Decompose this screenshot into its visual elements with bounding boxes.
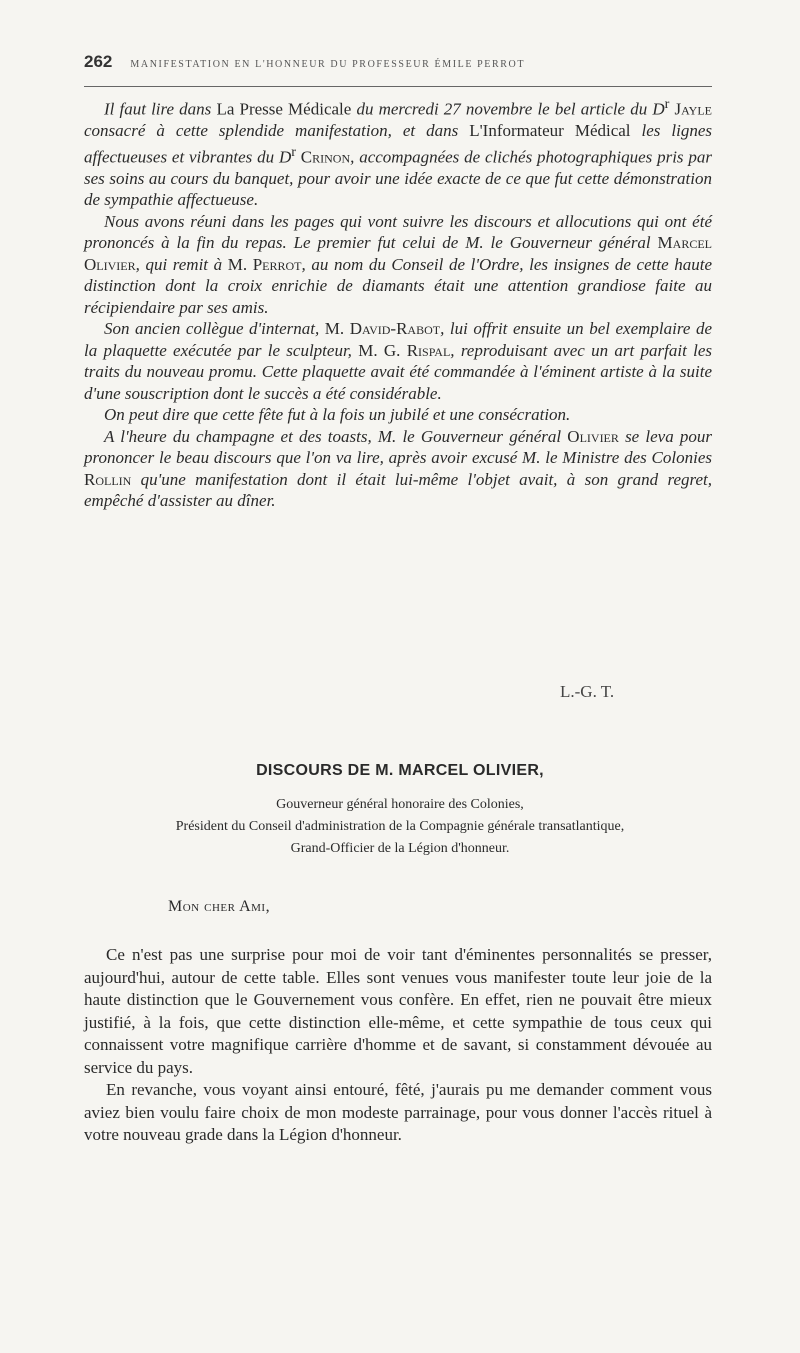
text-run: , qui remit à — [135, 254, 228, 274]
text-run: A l'heure du champagne et des toasts, M. le Gouverneur général — [104, 426, 568, 446]
text-run: Son ancien collègue d'internat, — [104, 319, 325, 339]
salutation: Mon cher Ami, — [168, 898, 271, 915]
text-run: Nous avons réuni dans les pages qui vont suivre les discours et allocutions qui ont été prononcés à la fin du repas. Le premier fut celui de M. le Gouverneur général — [84, 211, 712, 253]
person-name: Crinon — [295, 147, 351, 167]
person-name: M. Perrot — [227, 254, 302, 274]
page-header — [84, 52, 708, 72]
speaker-title-line: Président du Conseil d'administration de la Compagnie générale transatlantique, — [175, 819, 625, 834]
speaker-titles — [0, 794, 800, 860]
journal-name: L'Informateur Médical — [469, 121, 631, 141]
page-number: 262 — [84, 52, 113, 71]
intro-paragraph-4: On peut dire que cette fête fut à la fois un jubilé et une consécration. — [104, 405, 571, 425]
person-name: M. G. Rispal — [358, 340, 451, 360]
intro-paragraph-1 — [84, 94, 712, 211]
speech-title: DISCOURS DE M. MARCEL OLIVIER, — [256, 762, 544, 779]
text-run: , reproduisant avec un art parfait les traits du nouveau promu. Cette plaquette avait été commandée à l'éminent artiste à la suite d'une souscription dont le succès a été considérable. — [84, 340, 712, 403]
speech-paragraph: En revanche, vous voyant ainsi entouré, fêté, j'aurais pu me demander comment vous aviez bien voulu faire choix de mon modeste parrainage, pour vous donner l'accès rituel à votre nouveau grade dans la Légion d'honneur. — [84, 1080, 712, 1144]
superscript: r — [291, 143, 296, 160]
intro-paragraph-3 — [84, 318, 712, 404]
text-run: se leva pour prononcer le beau discours que l'on va lire, après avoir excusé M. le Ministre des Colonies — [84, 426, 712, 468]
person-name: Jayle — [669, 99, 712, 119]
person-name: Marcel Olivier — [84, 233, 712, 274]
text-run: , lui offrit ensuite un bel exemplaire de la plaquette exécutée par le sculpteur, — [84, 319, 712, 360]
person-name: Olivier — [567, 426, 619, 446]
text-run: du mercredi 27 novembre le bel article du D — [351, 99, 665, 119]
text-run: , au nom du Conseil de l'Ordre, les insignes de cette haute distinction dont la croix enrichie de diamants était une attention grandiose faite au récipiendaire par ses amis. — [84, 254, 712, 317]
speech-body — [84, 944, 712, 1147]
intro-paragraph-5 — [84, 426, 712, 512]
text-run: Il faut lire dans — [104, 99, 217, 119]
person-name: Rollin — [84, 469, 132, 489]
intro-paragraph-2 — [84, 211, 712, 319]
introduction-section — [84, 94, 712, 512]
text-run: consacré à cette splendide manifestation, et dans — [84, 121, 470, 141]
header-rule — [84, 86, 712, 87]
text-run: qu'une manifestation dont il était lui-même l'objet avait, à son grand regret, empêché d'assister au dîner. — [84, 469, 712, 511]
speaker-title-line: Grand-Officier de la Légion d'honneur. — [290, 841, 510, 856]
running-head: MANIFESTATION EN L'HONNEUR DU PROFESSEUR ÉMILE PERROT — [130, 59, 526, 70]
text-run: les lignes affectueuses et vibrantes du D — [84, 121, 713, 167]
speaker-title-line: Gouverneur général honoraire des Colonies, — [276, 797, 524, 812]
text-run: , accompagnées de clichés photographiques pris par ses soins au cours du banquet, pour avoir une idée exacte de ce que fut cette démonstration de sympathie affectueuse. — [84, 147, 712, 210]
superscript: r — [664, 96, 670, 112]
person-name: M. David-Rabot — [324, 319, 441, 339]
speech-paragraph: Ce n'est pas une surprise pour moi de voir tant d'éminentes personnalités se presser, aujourd'hui, autour de cette table. Elles sont venues vous manifester toute leur joie de la haute distinction que le Gouvernement vous confère. En effet, rien ne pouvait être mieux justifié, à la fois, que cette distinction elle-même, et cette sympathie de tous ceux qui connaissent votre magnifique carrière d'homme et de savant, si constamment dévouée au service du pays. — [84, 945, 712, 1077]
journal-name: La Presse Médicale — [216, 99, 352, 119]
author-initials: L.-G. T. — [560, 682, 615, 701]
